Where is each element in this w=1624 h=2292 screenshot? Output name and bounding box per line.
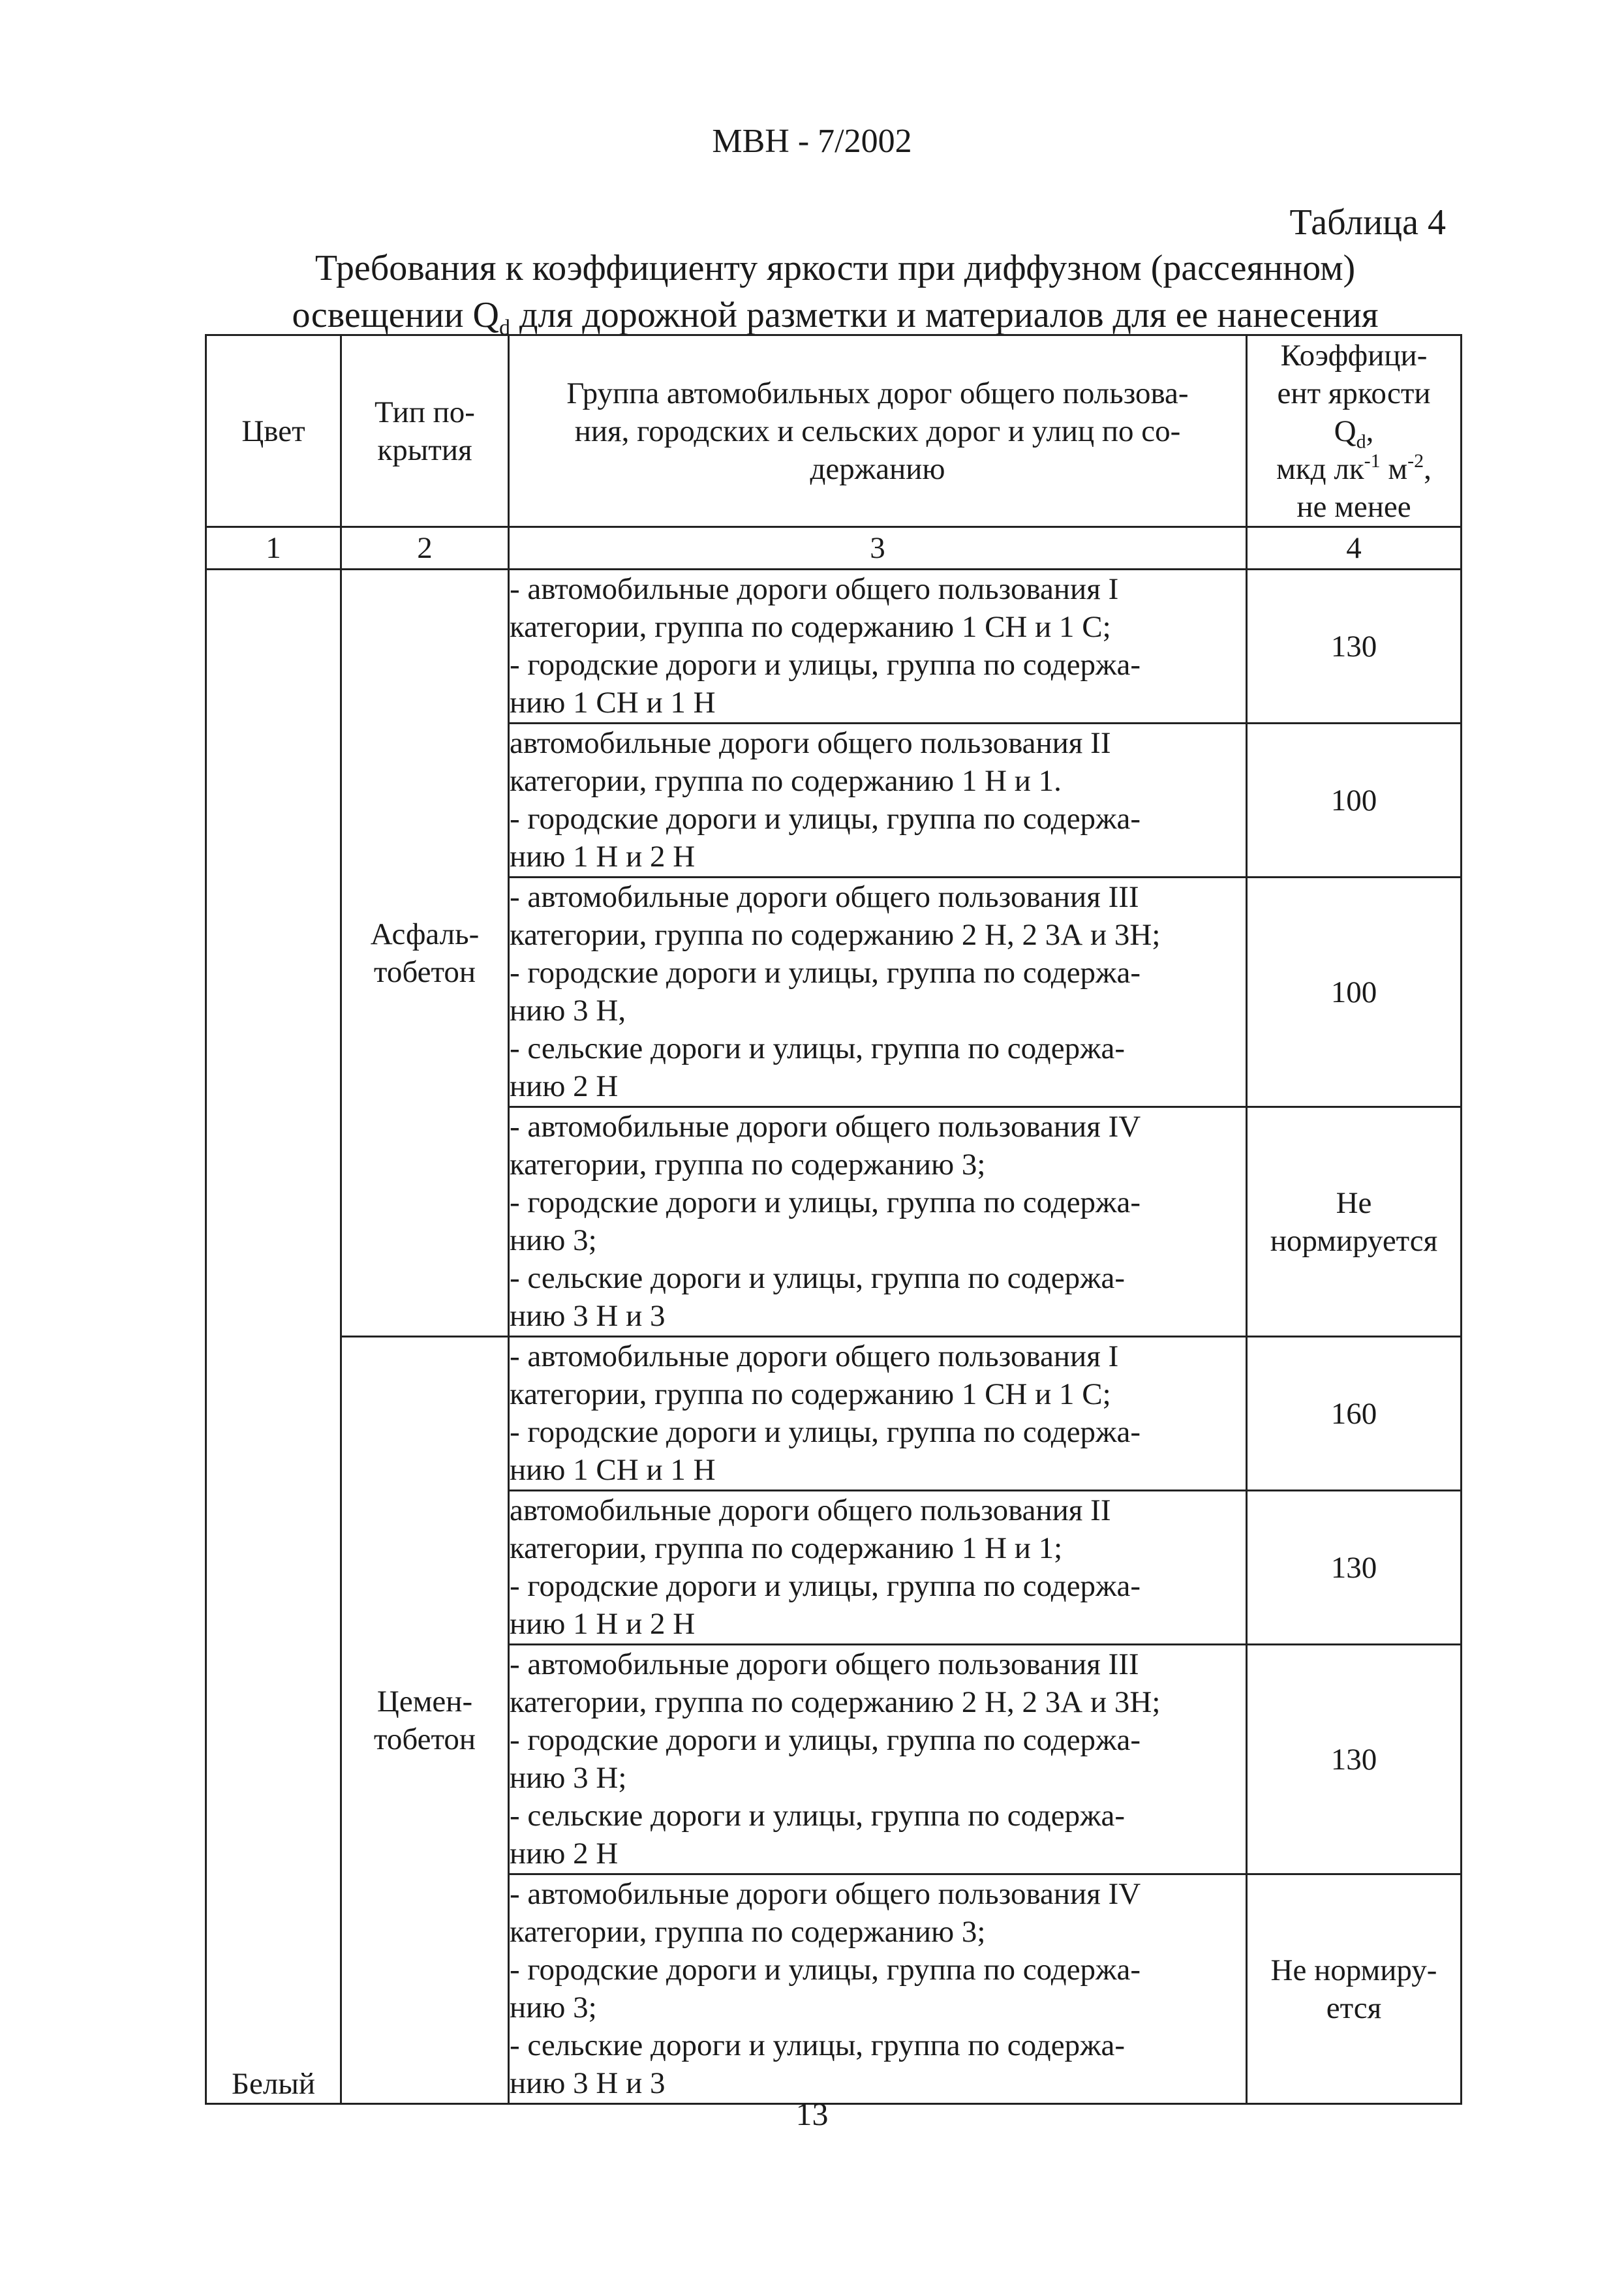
description-line: категории, группа по содержанию 1 Н и 1. (510, 764, 1062, 798)
description-line: - автомобильные дороги общего пользования I (510, 1339, 1119, 1373)
unit-superscript: -2 (1407, 450, 1424, 472)
header-group-line: ния, городских и сельских дорог и улиц по со- (574, 414, 1181, 448)
table-title-line-1: Требования к коэффициенту яркости при диффузном (рассеянном) (314, 248, 1356, 288)
coefficient-value (1247, 1645, 1462, 1874)
road-group-description (509, 1491, 1247, 1645)
coefficient-value (1247, 1874, 1462, 2104)
cover-type-cell (341, 1337, 509, 2104)
road-group-description (509, 1645, 1247, 1874)
description-line: нию 3 Н; (510, 1761, 627, 1795)
column-number: 2 (341, 527, 509, 570)
cover-type-line: тобетон (373, 955, 476, 989)
cover-type-cell (341, 570, 509, 1337)
value-line: 160 (1330, 1396, 1377, 1431)
description-line: нию 1 СН и 1 Н (510, 1453, 716, 1487)
page-number: 13 (795, 2096, 829, 2132)
description-line: категории, группа по содержанию 1 СН и 1 С; (510, 610, 1111, 644)
description-line: нию 2 Н (510, 1069, 619, 1103)
coefficient-value (1247, 1337, 1462, 1491)
description-line: нию 3 Н, (510, 994, 626, 1028)
description-line: - автомобильные дороги общего пользования I (510, 572, 1119, 606)
header-road-group (509, 335, 1247, 527)
description-line: - автомобильные дороги общего пользования III (510, 1647, 1139, 1681)
unit-part: м (1380, 451, 1408, 486)
description-line: категории, группа по содержанию 2 Н, 2 3А и 3Н; (510, 1685, 1161, 1719)
header-color: Цвет (206, 335, 341, 527)
description-line: категории, группа по содержанию 2 Н, 2 3А и 3Н; (510, 918, 1161, 952)
cover-type-line: тобетон (373, 1722, 476, 1756)
header-coef-symbol (1248, 412, 1460, 450)
value-line: 100 (1330, 975, 1377, 1009)
description-line: - сельские дороги и улицы, группа по содержа- (510, 1031, 1126, 1065)
description-line: - городские дороги и улицы, группа по содержа- (510, 648, 1141, 682)
road-group-description (509, 878, 1247, 1107)
unit-part: мкд лк (1276, 451, 1364, 486)
road-group-description (509, 724, 1247, 878)
header-coef-line: не менее (1296, 489, 1411, 524)
description-line: - сельские дороги и улицы, группа по содержа- (510, 2028, 1126, 2062)
description-line: - городские дороги и улицы, группа по содержа- (510, 802, 1141, 836)
coefficient-value (1247, 1491, 1462, 1645)
table-row (206, 570, 1462, 724)
coef-q: Q (1334, 414, 1356, 448)
road-group-description (509, 1337, 1247, 1491)
road-group-description (509, 570, 1247, 724)
description-line: - сельские дороги и улицы, группа по содержа- (510, 1799, 1126, 1833)
header-group-line: держанию (810, 451, 945, 486)
table-title-line-2 (215, 292, 1455, 339)
description-line: - городские дороги и улицы, группа по содержа- (510, 1569, 1141, 1603)
description-line: - городские дороги и улицы, группа по содержа- (510, 1415, 1141, 1449)
road-group-description (509, 1874, 1247, 2104)
description-line: категории, группа по содержанию 1 Н и 1; (510, 1531, 1063, 1565)
description-line: нию 3; (510, 1991, 597, 2025)
description-line: - городские дороги и улицы, группа по содержа- (510, 1953, 1141, 1987)
cover-type-line: Асфаль- (370, 917, 480, 951)
description-line: - городские дороги и улицы, группа по содержа- (510, 1185, 1141, 1219)
value-line: нормируется (1270, 1223, 1438, 1258)
requirements-table (205, 334, 1462, 2105)
document-code: МВН - 7/2002 (712, 123, 912, 160)
description-line: автомобильные дороги общего пользования II (510, 1493, 1111, 1527)
coefficient-value (1247, 570, 1462, 724)
description-line: категории, группа по содержанию 3; (510, 1915, 986, 1949)
description-line: нию 3 Н и 3 (510, 1299, 666, 1333)
description-line: категории, группа по содержанию 1 СН и 1 С; (510, 1377, 1111, 1411)
value-line: Не (1336, 1185, 1372, 1220)
road-group-description (509, 1107, 1247, 1337)
description-line: нию 1 Н и 2 Н (510, 840, 696, 874)
header-cover-line: крытия (377, 433, 472, 467)
column-number: 4 (1247, 527, 1462, 570)
coef-q-comma: , (1366, 414, 1374, 448)
header-coef-line: ент яркости (1277, 376, 1431, 410)
unit-part: , (1424, 451, 1432, 486)
header-cover-type (341, 335, 509, 527)
coefficient-value (1247, 878, 1462, 1107)
value-line: 130 (1330, 1550, 1377, 1585)
description-line: нию 3; (510, 1223, 597, 1257)
header-coef-line: Коэффици- (1280, 338, 1428, 373)
coef-q-subscript: d (1356, 430, 1366, 452)
description-line: - сельские дороги и улицы, группа по содержа- (510, 1261, 1126, 1295)
header-coefficient (1247, 335, 1462, 527)
title-subscript: d (499, 316, 510, 341)
title-text-post: для дорожной разметки и материалов для ее нанесения (510, 295, 1379, 335)
description-line: нию 1 СН и 1 Н (510, 686, 716, 720)
value-line: 130 (1330, 629, 1377, 664)
value-line: 100 (1330, 783, 1377, 817)
description-line: - автомобильные дороги общего пользования III (510, 880, 1139, 914)
description-line: нию 3 Н и 3 (510, 2066, 666, 2100)
table-title (215, 245, 1455, 339)
header-group-line: Группа автомобильных дорог общего пользова- (566, 376, 1189, 410)
table-row (206, 1337, 1462, 1491)
description-line: нию 1 Н и 2 Н (510, 1607, 696, 1641)
description-line: - автомобильные дороги общего пользования IV (510, 1110, 1141, 1144)
description-line: нию 2 Н (510, 1837, 619, 1871)
header-row (206, 335, 1462, 527)
column-number: 1 (206, 527, 341, 570)
description-line: категории, группа по содержанию 3; (510, 1148, 986, 1182)
value-line: ется (1326, 1991, 1382, 2025)
cover-type-line: Цемен- (376, 1684, 473, 1719)
title-text-pre: освещении Q (292, 295, 499, 335)
value-line: 130 (1330, 1742, 1377, 1777)
table-number: Таблица 4 (1289, 202, 1446, 243)
coefficient-value (1247, 724, 1462, 878)
header-coef-unit (1248, 450, 1460, 488)
description-line: - городские дороги и улицы, группа по содержа- (510, 956, 1141, 990)
color-cell: Белый (206, 570, 341, 2104)
column-number-row (206, 527, 1462, 570)
description-line: автомобильные дороги общего пользования II (510, 726, 1111, 760)
description-line: - городские дороги и улицы, группа по содержа- (510, 1723, 1141, 1757)
unit-superscript: -1 (1364, 450, 1381, 472)
header-cover-line: Тип по- (375, 395, 475, 429)
column-number: 3 (509, 527, 1247, 570)
description-line: - автомобильные дороги общего пользования IV (510, 1877, 1141, 1911)
coefficient-value (1247, 1107, 1462, 1337)
value-line: Не нормиру- (1270, 1953, 1437, 1987)
